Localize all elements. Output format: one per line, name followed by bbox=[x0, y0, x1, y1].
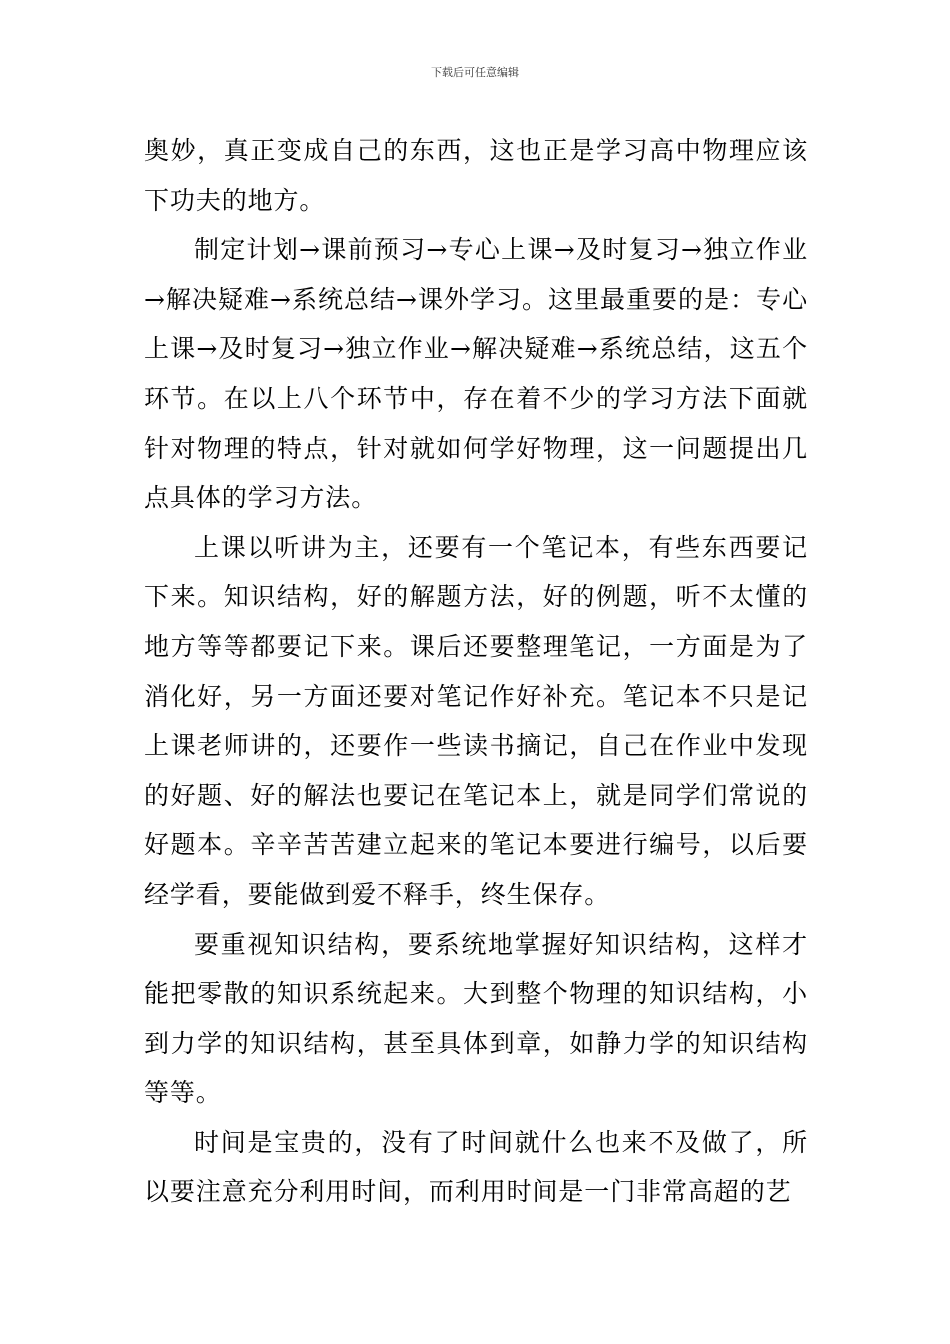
page-header: 下载后可任意编辑 bbox=[431, 66, 519, 79]
paragraph-1: 奥妙，真正变成自己的东西，这也正是学习高中物理应该下功夫的地方。 bbox=[144, 136, 808, 215]
paragraph-5: 时间是宝贵的，没有了时间就什么也来不及做了，所以要注意充分利用时间，而利用时间是一门非常高超的艺 bbox=[144, 1127, 808, 1207]
paragraph-3: 上课以听讲为主，还要有一个笔记本，有些东西要记下来。知识结构，好的解题方法，好的例题，听不太懂的地方等等都要记下来。课后还要整理笔记，一方面是为了消化好，另一方面还要对笔记作好补充。笔记本不只是记上课老师讲的，还要作一些读书摘记，自己在作业中发现的好题、好的解法也要记在笔记本上，就是同学们常说的好题本。辛辛苦苦建立起来的笔记本要进行编号，以后要经学看，要能做到爱不释手，终生保存。 bbox=[144, 532, 808, 909]
paragraph-2: 制定计划→课前预习→专心上课→及时复习→独立作业→解决疑难→系统总结→课外学习。这里最重要的是：专心上课→及时复习→独立作业→解决疑难→系统总结，这五个环节。在以上八个环节中，存在着不少的学习方法下面就针对物理的特点，针对就如何学好物理，这一问题提出几点具体的学习方法。 bbox=[144, 235, 808, 513]
document-body bbox=[144, 126, 808, 1217]
paragraph-4: 要重视知识结构，要系统地掌握好知识结构，这样才能把零散的知识系统起来。大到整个物理的知识结构，小到力学的知识结构，甚至具体到章，如静力学的知识结构等等。 bbox=[144, 929, 808, 1108]
